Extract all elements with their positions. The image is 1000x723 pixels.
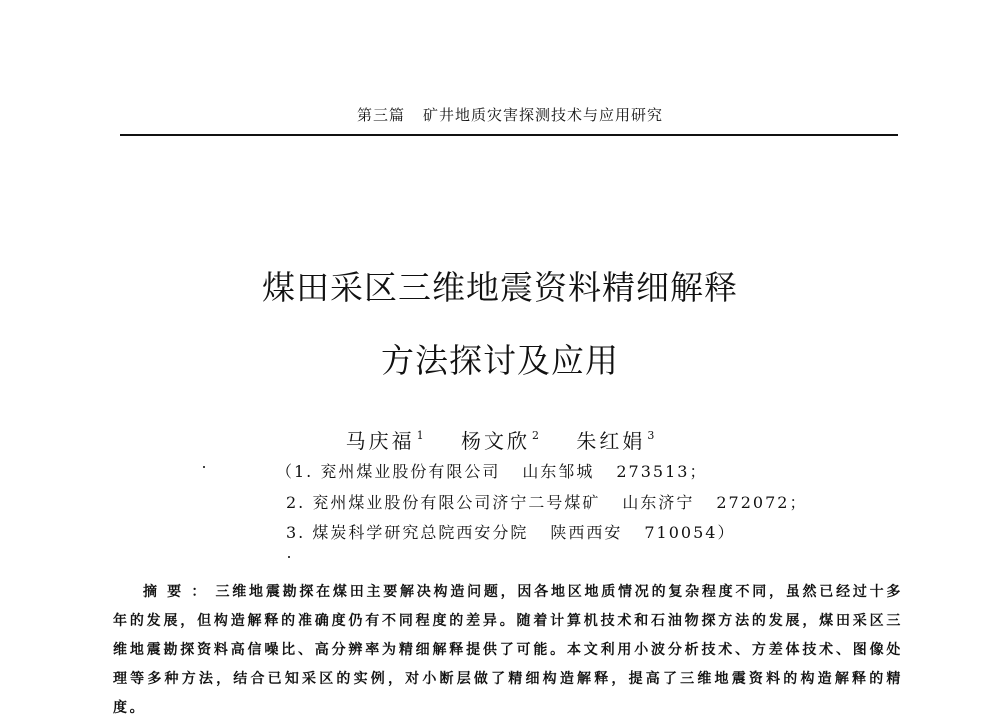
- author-name: 杨文欣: [461, 429, 530, 453]
- affiliation: [286, 522, 735, 544]
- affiliation-place: 山东济宁: [622, 493, 695, 512]
- author-name: 马庆福: [345, 429, 415, 453]
- author: [461, 425, 539, 454]
- running-header-part: 第三篇: [356, 106, 405, 124]
- abstract-label: 摘要：: [143, 584, 216, 600]
- author-affiliation-mark: 2: [532, 429, 539, 442]
- abstract: [113, 578, 903, 723]
- running-header: [120, 104, 900, 125]
- affiliation-place: 山东邹城: [522, 462, 595, 481]
- author-affiliation-mark: 3: [647, 429, 655, 442]
- paper-title-line-1: 煤田采区三维地震资料精细解释: [262, 268, 738, 307]
- affiliation-zip: 273513；: [616, 462, 708, 481]
- affiliation-zip: 272072；: [716, 493, 808, 512]
- author-name: 朱红娟: [576, 429, 646, 453]
- affiliation-org: （1. 兖州煤业股份有限公司: [276, 462, 501, 481]
- affiliation: [276, 461, 707, 483]
- affiliation-place: 陕西西安: [550, 523, 623, 542]
- scan-speck: [203, 466, 205, 468]
- abstract-text: 三维地震勘探在煤田主要解决构造问题，因各地区地质情况的复杂程度不同，虽然已经过十多年的发展，但构造解释的准确度仍有不同程度的差异。随着计算机技术和石油物探方法的发展，煤田采区三维地震勘探资料高信噪比、高分辨率为精细解释提供了可能。本文利用小波分析技术、方差体技术、图像处理等多种方法，结合已知采区的实例，对小断层做了精细构造解释，提高了三维地震资料的构造解释的精度。: [113, 584, 903, 716]
- affiliation-zip: 710054）: [644, 523, 736, 542]
- affiliation: [286, 492, 807, 514]
- affiliation-org: 3. 煤炭科学研究总院西安分院: [286, 523, 529, 542]
- affiliation-org: 2. 兖州煤业股份有限公司济宁二号煤矿: [286, 493, 601, 512]
- author: [346, 425, 424, 454]
- scan-speck: [288, 556, 290, 558]
- author-affiliation-mark: 1: [416, 429, 424, 442]
- author-list: [0, 425, 1000, 454]
- header-rule: [120, 134, 898, 136]
- paper-title-line-2: 方法探讨及应用: [381, 341, 619, 380]
- author: [576, 425, 654, 454]
- running-header-title: 矿井地质灾害探测技术与应用研究: [423, 106, 664, 124]
